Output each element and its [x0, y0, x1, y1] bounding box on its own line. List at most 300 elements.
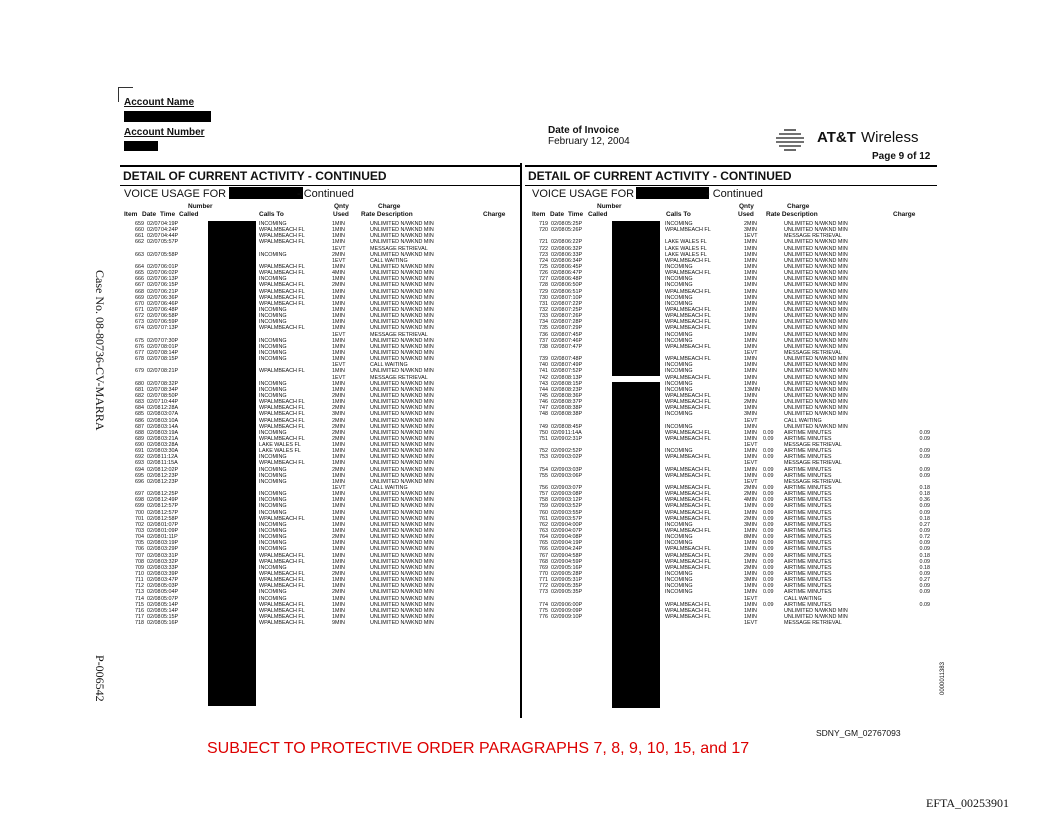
cell-calls-to: WPALMBEACH FL	[665, 546, 711, 553]
cell-used: 1MIN	[332, 564, 345, 571]
cell-calls-to: INCOMING	[259, 313, 287, 320]
cell-time: 03:28A	[161, 442, 179, 449]
cell-rate: 0.09	[763, 571, 774, 578]
efta-number: EFTA_00253901	[926, 796, 1010, 810]
cell-time: 06:01P	[161, 263, 179, 270]
cell-calls-to: INCOMING	[665, 534, 693, 541]
cell-date: 02/07	[147, 337, 161, 344]
cell-time: 03:08P	[565, 491, 583, 498]
cell-time: 02:31P	[565, 435, 583, 442]
cell-item: 775	[539, 607, 548, 614]
cell-time: 03:52P	[565, 503, 583, 510]
cell-used: 1MIN	[332, 233, 345, 240]
cell-date: 02/09	[551, 429, 565, 436]
cell-date: 02/07	[147, 386, 161, 393]
cell-date: 02/07	[147, 392, 161, 399]
cell-time: 08:13P	[565, 374, 583, 381]
cell-used: 1EVT	[744, 478, 758, 485]
cell-item: 750	[539, 429, 548, 436]
cell-calls-to: INCOMING	[665, 540, 693, 547]
col-charge-top: Charge	[787, 203, 810, 210]
cell-description: AIRTIME MINUTES	[784, 546, 832, 553]
cell-rate: 0.09	[763, 521, 774, 528]
cell-time: 07:49P	[565, 362, 583, 369]
cell-date: 02/09	[551, 448, 565, 455]
cell-time: 08:38P	[565, 405, 583, 412]
cell-date: 02/07	[147, 233, 161, 240]
cell-item: 736	[539, 331, 548, 338]
cell-used: 1EVT	[744, 442, 758, 449]
cell-description: AIRTIME MINUTES	[784, 528, 832, 535]
cell-calls-to: WPALMBEACH FL	[259, 233, 305, 240]
cell-time: 06:45P	[565, 263, 583, 270]
cell-time: 04:24P	[161, 227, 179, 234]
cell-calls-to: INCOMING	[259, 356, 287, 363]
cell-item: 678	[135, 356, 144, 363]
cell-item: 696	[135, 478, 144, 485]
cell-description: UNLIMITED N/WKND MIN	[784, 411, 848, 418]
cell-calls-to: WPALMBEACH FL	[665, 405, 711, 412]
cell-date: 02/08	[551, 386, 565, 393]
cell-item: 702	[135, 521, 144, 528]
cell-item: 742	[539, 374, 548, 381]
cell-used: 1MIN	[332, 460, 345, 467]
cell-calls-to: LAKE WALES FL	[665, 245, 707, 252]
cell-used: 1MIN	[332, 497, 345, 504]
cell-rate: 0.09	[763, 552, 774, 559]
cell-used: 1MIN	[332, 442, 345, 449]
cell-time: 12:57P	[161, 503, 179, 510]
cell-time: 07:48P	[565, 356, 583, 363]
cell-date: 02/07	[147, 263, 161, 270]
cell-calls-to: INCOMING	[259, 564, 287, 571]
cell-time: 07:10P	[565, 294, 583, 301]
cell-item: 659	[135, 221, 144, 227]
cell-used: 1MIN	[332, 601, 345, 608]
cell-time: 07:30P	[161, 337, 179, 344]
cell-description: UNLIMITED N/WKND MIN	[370, 270, 434, 277]
cell-time: 03:07P	[565, 485, 583, 492]
cell-description: UNLIMITED N/WKND MIN	[370, 614, 434, 620]
cell-used: 2MIN	[332, 282, 345, 289]
cell-description: AIRTIME MINUTES	[784, 583, 832, 590]
cell-charge: 0.09	[919, 583, 930, 590]
cell-used: 2MIN	[332, 417, 345, 424]
cell-date: 02/08	[551, 288, 565, 295]
cell-used: 2MIN	[744, 564, 757, 571]
cell-calls-to: INCOMING	[259, 319, 287, 326]
cell-used: 1MIN	[332, 294, 345, 301]
cell-used: 8MIN	[744, 534, 757, 541]
cell-item: 768	[539, 558, 548, 565]
cell-time: 03:03P	[565, 466, 583, 473]
cell-time: 12:28A	[161, 405, 179, 412]
account-number-label: Account Number	[124, 127, 205, 138]
cell-description: AIRTIME MINUTES	[784, 503, 832, 510]
cell-description: UNLIMITED N/WKND MIN	[370, 442, 434, 449]
cell-used: 1MIN	[744, 435, 757, 442]
cell-date: 02/07	[147, 356, 161, 363]
cell-time: 12:02P	[161, 466, 179, 473]
cell-date: 02/08	[551, 374, 565, 381]
cell-description: CALL WAITING	[370, 257, 408, 264]
col-qnty: Qnty	[739, 203, 754, 210]
cell-description: AIRTIME MINUTES	[784, 558, 832, 565]
case-number-side-text: Case No. 08-80736-CV-MARRA	[93, 270, 107, 431]
cell-description: AIRTIME MINUTES	[784, 491, 832, 498]
cell-calls-to: INCOMING	[665, 589, 693, 596]
cell-date: 02/08	[551, 380, 565, 387]
cell-description: UNLIMITED N/WKND MIN	[370, 546, 434, 553]
account-name-redaction	[124, 111, 211, 122]
cell-description: MESSAGE RETRIEVAL	[370, 331, 428, 338]
cell-description: UNLIMITED N/WKND MIN	[370, 589, 434, 596]
cell-date: 02/09	[551, 614, 565, 620]
cell-used: 1MIN	[332, 319, 345, 326]
cell-calls-to: INCOMING	[665, 221, 693, 227]
cell-used: 1MIN	[744, 356, 757, 363]
cell-item: 763	[539, 528, 548, 535]
cell-description: UNLIMITED N/WKND MIN	[370, 423, 434, 430]
cell-time: 12:23P	[161, 472, 179, 479]
cell-date: 02/08	[551, 306, 565, 313]
cell-time: 06:51P	[565, 288, 583, 295]
cell-used: 1MIN	[332, 221, 345, 227]
cell-date: 02/08	[147, 491, 161, 498]
cell-used: 1MIN	[332, 528, 345, 535]
cell-calls-to: INCOMING	[665, 577, 693, 584]
cell-item: 723	[539, 251, 548, 258]
cell-item: 713	[135, 589, 144, 596]
cell-date: 02/08	[551, 423, 565, 430]
page-number: Page 9 of 12	[872, 151, 931, 162]
cell-rate: 0.09	[763, 534, 774, 541]
cell-time: 07:22P	[565, 300, 583, 307]
cell-description: UNLIMITED N/WKND MIN	[370, 417, 434, 424]
cell-used: 1MIN	[744, 270, 757, 277]
cell-used: 1MIN	[744, 583, 757, 590]
cell-time: 05:57P	[161, 239, 179, 246]
cell-item: 762	[539, 521, 548, 528]
cell-item: 700	[135, 509, 144, 516]
invoice-date-label: Date of Invoice	[548, 125, 620, 136]
cell-item: 668	[135, 288, 144, 295]
cell-item: 682	[135, 392, 144, 399]
cell-used: 1MIN	[332, 343, 345, 350]
cell-time: 03:47P	[161, 577, 179, 584]
bates-stamp: SDNY_GM_02767093	[816, 728, 901, 738]
cell-date: 02/09	[551, 589, 565, 596]
cell-charge: 0.72	[919, 534, 930, 541]
cell-time: 11:15A	[161, 460, 178, 467]
cell-description: UNLIMITED N/WKND MIN	[370, 399, 434, 406]
cell-calls-to: WPALMBEACH FL	[665, 472, 711, 479]
cell-time: 08:38P	[565, 411, 583, 418]
cell-time: 09:09P	[565, 607, 583, 614]
cell-date: 02/08	[551, 227, 565, 234]
cell-item: 660	[135, 227, 144, 234]
cell-calls-to: WPALMBEACH FL	[665, 485, 711, 492]
cell-description: UNLIMITED N/WKND MIN	[784, 368, 848, 375]
cell-item: 663	[135, 251, 144, 258]
cell-used: 1EVT	[332, 331, 346, 338]
cell-item: 710	[135, 571, 144, 578]
account-name-label: Account Name	[124, 97, 195, 108]
cell-calls-to: WPALMBEACH FL	[665, 552, 711, 559]
cell-used: 2MIN	[332, 589, 345, 596]
col-time: Time	[160, 211, 176, 218]
cell-rate: 0.09	[763, 503, 774, 510]
cell-time: 04:19P	[565, 540, 583, 547]
col-date: Date	[142, 211, 157, 218]
cell-calls-to: WPALMBEACH FL	[665, 392, 711, 399]
cell-calls-to: LAKE WALES FL	[665, 251, 707, 258]
cell-date: 02/09	[551, 546, 565, 553]
col-calls-to: Calls To	[259, 211, 284, 218]
cell-description: MESSAGE RETRIEVAL	[370, 374, 428, 381]
cell-used: 1MIN	[744, 337, 757, 344]
cell-rate: 0.09	[763, 601, 774, 608]
cell-item: 662	[135, 239, 144, 246]
cell-date: 02/08	[147, 564, 161, 571]
cell-calls-to: WPALMBEACH FL	[259, 288, 305, 295]
cell-calls-to: WPALMBEACH FL	[259, 399, 305, 406]
cell-description: UNLIMITED N/WKND MIN	[784, 227, 848, 234]
cell-description: CALL WAITING	[784, 595, 822, 602]
cell-calls-to: WPALMBEACH FL	[665, 491, 711, 498]
cell-item: 708	[135, 558, 144, 565]
cell-time: 05:03P	[161, 583, 179, 590]
col-rate-description: Rate Description	[361, 211, 413, 218]
cell-calls-to: WPALMBEACH FL	[665, 356, 711, 363]
cell-calls-to: INCOMING	[665, 263, 693, 270]
cell-date: 02/08	[551, 325, 565, 332]
cell-description: UNLIMITED N/WKND MIN	[370, 448, 434, 455]
logo-suffix: Wireless	[861, 129, 919, 146]
cell-used: 1MIN	[744, 288, 757, 295]
cell-date: 02/08	[551, 221, 565, 227]
cell-description: CALL WAITING	[370, 485, 408, 492]
cell-used: 2MIN	[332, 435, 345, 442]
cell-used: 1MIN	[744, 448, 757, 455]
cell-date: 02/08	[147, 546, 161, 553]
cell-description: UNLIMITED N/WKND MIN	[370, 221, 434, 227]
cell-date: 02/08	[551, 276, 565, 283]
cell-item: 776	[539, 614, 548, 620]
cell-date: 02/08	[551, 270, 565, 277]
cell-description: AIRTIME MINUTES	[784, 564, 832, 571]
cell-used: 1MIN	[744, 392, 757, 399]
cell-item: 716	[135, 607, 144, 614]
cell-used: 1EVT	[744, 417, 758, 424]
cell-date: 02/08	[147, 429, 161, 436]
cell-used: 1MIN	[332, 313, 345, 320]
column-headers-left	[124, 203, 520, 219]
cell-time: 05:31P	[565, 577, 583, 584]
cell-calls-to: WPALMBEACH FL	[665, 306, 711, 313]
cell-description: UNLIMITED N/WKND MIN	[370, 319, 434, 326]
voice-usage-label-right: VOICE USAGE FOR	[532, 188, 635, 200]
cell-item: 687	[135, 423, 144, 430]
cell-time: 07:26P	[565, 313, 583, 320]
cell-date: 02/08	[147, 607, 161, 614]
cell-item: 743	[539, 380, 548, 387]
cell-item: 669	[135, 294, 144, 301]
cell-time: 07:52P	[565, 368, 583, 375]
cell-calls-to: WPALMBEACH FL	[665, 288, 711, 295]
cell-used: 2MIN	[744, 515, 757, 522]
cell-date: 02/07	[147, 221, 161, 227]
cell-item: 680	[135, 380, 144, 387]
cell-charge: 0.18	[919, 485, 930, 492]
cell-time: 06:22P	[565, 239, 583, 246]
cell-description: AIRTIME MINUTES	[784, 577, 832, 584]
cell-date: 02/09	[551, 528, 565, 535]
cell-calls-to: WPALMBEACH FL	[665, 399, 711, 406]
cell-item: 765	[539, 540, 548, 547]
cell-item: 747	[539, 405, 548, 412]
cell-item: 690	[135, 442, 144, 449]
cell-date: 02/08	[147, 595, 161, 602]
cell-date: 02/09	[551, 466, 565, 473]
cell-calls-to: WPALMBEACH FL	[665, 614, 711, 620]
cell-description: MESSAGE RETRIEVAL	[370, 245, 428, 252]
cell-calls-to: INCOMING	[665, 282, 693, 289]
cell-description: UNLIMITED N/WKND MIN	[784, 362, 848, 369]
cell-used: 1MIN	[744, 300, 757, 307]
cell-description: UNLIMITED N/WKND MIN	[784, 319, 848, 326]
cell-used: 1MIN	[744, 239, 757, 246]
cell-date: 02/07	[147, 343, 161, 350]
cell-item: 707	[135, 552, 144, 559]
cell-date: 02/07	[147, 399, 161, 406]
cell-used: 1MIN	[744, 589, 757, 596]
cell-time: 06:48P	[565, 276, 583, 283]
cell-description: UNLIMITED N/WKND MIN	[370, 564, 434, 571]
cell-calls-to: INCOMING	[259, 276, 287, 283]
called-number-redaction-right-b	[612, 382, 660, 708]
cell-rate: 0.09	[763, 485, 774, 492]
col-number: Number	[597, 203, 622, 210]
cell-description: UNLIMITED N/WKND MIN	[784, 392, 848, 399]
cell-time: 08:45P	[565, 423, 583, 430]
cell-time: 08:32P	[161, 380, 179, 387]
cell-used: 1MIN	[744, 276, 757, 283]
cell-used: 9MIN	[332, 620, 345, 627]
cell-date: 02/08	[551, 405, 565, 412]
cell-time: 05:25P	[565, 221, 583, 227]
col-date: Date	[550, 211, 565, 218]
cell-date: 02/09	[551, 515, 565, 522]
cell-description: UNLIMITED N/WKND MIN	[784, 282, 848, 289]
cell-used: 2MIN	[744, 221, 757, 227]
cell-calls-to: WPALMBEACH FL	[259, 515, 305, 522]
called-number-redaction-right-a	[612, 221, 660, 376]
cell-item: 665	[135, 270, 144, 277]
cell-rate: 0.09	[763, 454, 774, 461]
cell-calls-to: WPALMBEACH FL	[259, 460, 305, 467]
cell-used: 1MIN	[332, 349, 345, 356]
cell-description: UNLIMITED N/WKND MIN	[784, 380, 848, 387]
cell-description: UNLIMITED N/WKND MIN	[784, 614, 848, 620]
cell-time: 05:35P	[565, 589, 583, 596]
cell-calls-to: WPALMBEACH FL	[259, 411, 305, 418]
cell-time: 03:07A	[161, 411, 179, 418]
cell-calls-to: INCOMING	[665, 362, 693, 369]
cell-date: 02/08	[551, 282, 565, 289]
cell-item: 733	[539, 313, 548, 320]
cell-date: 02/08	[147, 601, 161, 608]
cell-description: UNLIMITED N/WKND MIN	[370, 552, 434, 559]
cell-time: 05:04P	[161, 589, 179, 596]
cell-description: UNLIMITED N/WKND MIN	[784, 405, 848, 412]
cell-calls-to: WPALMBEACH FL	[259, 571, 305, 578]
cell-item: 693	[135, 460, 144, 467]
cell-item: 699	[135, 503, 144, 510]
cell-charge: 0.09	[919, 454, 930, 461]
cell-description: UNLIMITED N/WKND MIN	[370, 349, 434, 356]
cell-time: 03:39P	[161, 571, 179, 578]
cell-charge: 0.36	[919, 497, 930, 504]
cell-used: 1MIN	[332, 614, 345, 620]
cell-item: 681	[135, 386, 144, 393]
cell-time: 06:13P	[161, 276, 179, 283]
cell-rate: 0.09	[763, 564, 774, 571]
cell-used: 2MIN	[332, 466, 345, 473]
cell-date: 02/07	[147, 380, 161, 387]
cell-time: 04:08P	[565, 534, 583, 541]
cell-time: 06:33P	[565, 251, 583, 258]
cell-time: 06:59P	[161, 319, 179, 326]
cell-used: 2MIN	[332, 392, 345, 399]
cell-description: UNLIMITED N/WKND MIN	[370, 325, 434, 332]
cell-time: 07:13P	[161, 325, 179, 332]
cell-rate: 0.09	[763, 558, 774, 565]
cell-time: 03:55P	[565, 509, 583, 516]
cell-time: 12:49P	[161, 497, 179, 504]
cell-item: 718	[135, 620, 144, 627]
cell-description: UNLIMITED N/WKND MIN	[370, 607, 434, 614]
cell-date: 02/08	[147, 521, 161, 528]
cell-description: UNLIMITED N/WKND MIN	[784, 245, 848, 252]
cell-time: 05:28P	[565, 571, 583, 578]
cell-used: 1MIN	[744, 343, 757, 350]
usage-table-left	[124, 221, 520, 626]
cell-time: 04:24P	[565, 546, 583, 553]
cell-used: 1MIN	[332, 386, 345, 393]
cell-item: 697	[135, 491, 144, 498]
cell-item: 767	[539, 552, 548, 559]
cell-description: MESSAGE RETRIEVAL	[784, 233, 842, 240]
cell-description: UNLIMITED N/WKND MIN	[370, 263, 434, 270]
cell-time: 06:58P	[161, 313, 179, 320]
cell-description: UNLIMITED N/WKND MIN	[370, 571, 434, 578]
cell-date: 02/08	[147, 460, 161, 467]
cell-item: 705	[135, 540, 144, 547]
cell-description: AIRTIME MINUTES	[784, 571, 832, 578]
cell-calls-to: WPALMBEACH FL	[665, 319, 711, 326]
cell-calls-to: WPALMBEACH FL	[665, 558, 711, 565]
cell-item: 676	[135, 343, 144, 350]
cell-date: 02/08	[147, 540, 161, 547]
continued-left: - Continued	[297, 188, 354, 200]
cell-item: 732	[539, 306, 548, 313]
cell-description: UNLIMITED N/WKND MIN	[370, 577, 434, 584]
cell-date: 02/07	[147, 306, 161, 313]
cell-rate: 0.09	[763, 472, 774, 479]
col-item: Item	[532, 211, 546, 218]
cell-description: AIRTIME MINUTES	[784, 485, 832, 492]
